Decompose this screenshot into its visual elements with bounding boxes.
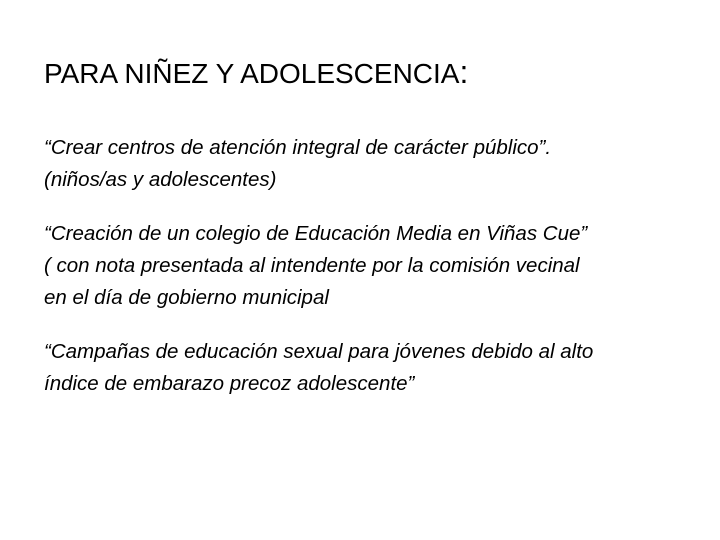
paragraph-line: “Campañas de educación sexual para jóvenes debido al alto xyxy=(44,340,594,363)
paragraph-line: índice de embarazo precoz adolescente” xyxy=(44,372,415,395)
paragraph-campanas-educacion-sexual xyxy=(44,336,694,400)
paragraph-line: “Crear centros de atención integral de carácter público”. xyxy=(44,136,552,159)
paragraph-line: ( con nota presentada al intendente por la comisión vecinal xyxy=(44,254,580,277)
paragraph-line: (niños/as y adolescentes) xyxy=(44,168,277,191)
slide-title-colon: : xyxy=(459,54,469,90)
paragraph-line: en el día de gobierno municipal xyxy=(44,286,329,309)
slide-title-text: PARA NIÑEZ Y ADOLESCENCIA xyxy=(44,58,460,89)
paragraph-colegio-educacion-media xyxy=(44,218,694,314)
slide-title xyxy=(44,52,684,94)
paragraph-line: “Creación de un colegio de Educación Media en Viñas Cue” xyxy=(44,222,588,245)
slide-body xyxy=(44,132,694,422)
paragraph-centros-atencion xyxy=(44,132,694,196)
